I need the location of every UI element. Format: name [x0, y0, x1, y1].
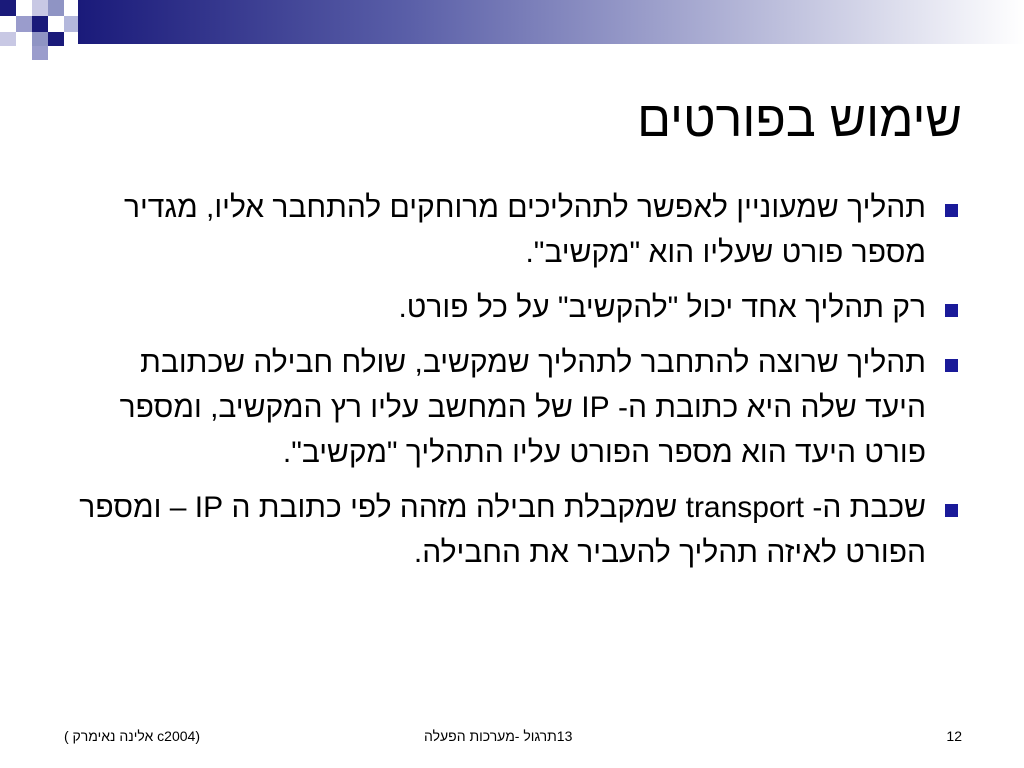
square-bullet-icon [945, 204, 958, 217]
bullet-item [72, 285, 962, 330]
bullet-text: תהליך שרוצה להתחבר לתהליך שמקשיב, שולח חבילה שכתובת היעד שלה היא כתובת ה- IP של המחשב עליו רץ המקשיב, ומספר פורט היעד הוא מספר הפורט עליו התהליך "מקשיב". [119, 346, 926, 469]
footer-course-title: 13תרגול -מערכות הפעלה [424, 728, 573, 744]
slide-title: שימוש בפורטים [637, 91, 962, 147]
bullet-text: רק תהליך אחד יכול "להקשיב" על כל פורט. [398, 291, 926, 324]
page-number: 12 [946, 728, 962, 744]
footer-copyright: (c2004 אלינה נאימרק ) [64, 728, 200, 744]
bullet-list [72, 185, 962, 585]
bullet-item [72, 340, 962, 475]
square-bullet-icon [945, 504, 958, 517]
bullet-text: שכבת ה- transport שמקבלת חבילה מזהה לפי כתובת ה IP – ומספר הפורט לאיזה תהליך להעביר את החבילה. [79, 491, 926, 569]
decorative-header-pattern [0, 0, 1024, 60]
square-bullet-icon [945, 304, 958, 317]
bullet-text: תהליך שמעוניין לאפשר לתהליכים מרוחקים להתחבר אליו, מגדיר מספר פורט שעליו הוא "מקשיב". [123, 191, 926, 269]
bullet-item [72, 485, 962, 575]
square-bullet-icon [945, 359, 958, 372]
bullet-item [72, 185, 962, 275]
